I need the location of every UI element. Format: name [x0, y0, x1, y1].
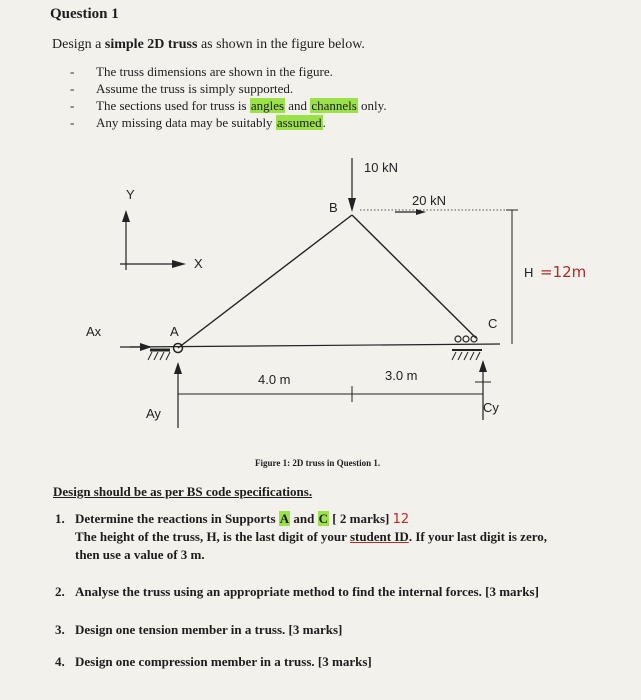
- question-number: 4.: [55, 654, 65, 669]
- bullet-dash: -: [70, 98, 75, 113]
- underlined-student-id: student ID: [349, 529, 409, 544]
- question-4: [55, 654, 372, 670]
- member-ac: [130, 344, 500, 347]
- highlight-channels: channels: [311, 98, 357, 113]
- bullet-1: [70, 64, 333, 80]
- question-text: Analyse the truss using an appropriate method to find the internal forces. [3 marks]: [75, 584, 539, 599]
- ay-label: Ay: [146, 406, 161, 421]
- member-ab: [178, 215, 352, 348]
- handwritten-annotation: 12: [392, 512, 410, 527]
- highlight-c: C: [318, 511, 329, 526]
- load-10kn-label: 10 kN: [364, 160, 398, 175]
- question-text: Design one tension member in a truss. [3 marks]: [75, 622, 343, 637]
- question-title: Question 1: [50, 6, 119, 22]
- height-label: H: [524, 265, 534, 280]
- bullet-text: and: [285, 98, 311, 113]
- cy-label: Cy: [483, 400, 499, 415]
- question-text: Design one compression member in a truss. [3 marks]: [75, 654, 372, 669]
- bullet-text: only.: [357, 98, 387, 113]
- node-b-label: B: [329, 200, 338, 215]
- truss-figure: [0, 150, 641, 450]
- question-text: and: [290, 511, 318, 526]
- question-number: 2.: [55, 584, 65, 599]
- bullet-dash: -: [70, 64, 75, 79]
- bullet-text: .: [322, 115, 326, 130]
- intro-line: [52, 37, 365, 53]
- load-10kn-arrowhead: [348, 198, 356, 212]
- question-1-line-2: [75, 529, 547, 545]
- question-1-line-3: then use a value of 3 m.: [75, 547, 205, 562]
- question-text: Determine the reactions in Supports: [75, 511, 279, 526]
- design-note: Design should be as per BS code specifications.: [53, 484, 313, 499]
- axis-x-label: X: [194, 256, 203, 271]
- highlight-angles: angles: [250, 98, 285, 113]
- question-text: The height of the truss, H, is the last digit of your: [75, 529, 350, 544]
- question-3: [55, 622, 342, 638]
- node-c-label: C: [488, 316, 498, 331]
- member-bc: [352, 215, 476, 338]
- bullet-dash: -: [70, 81, 75, 96]
- question-text: . If your last digit is zero,: [408, 529, 547, 544]
- intro-bold: simple 2D truss: [104, 37, 198, 52]
- bullet-text: Any missing data may be suitably: [96, 115, 276, 130]
- ay-arrowhead: [174, 362, 182, 374]
- figure-caption: Figure 1: 2D truss in Question 1.: [255, 458, 381, 468]
- height-value-handwritten: =12m: [540, 263, 587, 281]
- question-1: [55, 511, 409, 527]
- ax-label: Ax: [86, 324, 102, 339]
- intro-post: as shown in the figure below.: [197, 37, 365, 52]
- bullet-dash: -: [70, 115, 75, 130]
- dim-left-label: 4.0 m: [258, 372, 291, 387]
- highlight-a: A: [279, 511, 290, 526]
- bullet-text: The sections used for truss is: [96, 98, 250, 113]
- axis-y-label: Y: [126, 187, 135, 202]
- roller-2-icon: [463, 336, 469, 342]
- node-a-label: A: [170, 324, 179, 339]
- bullet-text: Assume the truss is simply supported.: [96, 81, 294, 96]
- bullet-text: The truss dimensions are shown in the figure.: [96, 64, 333, 79]
- bullet-3: [70, 98, 387, 114]
- support-c-hatch: [452, 352, 480, 360]
- support-a-hatch: [148, 352, 170, 360]
- x-axis-arrowhead: [172, 260, 186, 268]
- highlight-assumed: assumed: [276, 115, 322, 130]
- dim-right-label: 3.0 m: [385, 368, 418, 383]
- bullet-2: [70, 81, 293, 97]
- question-number: 1.: [55, 511, 65, 526]
- roller-1-icon: [455, 336, 461, 342]
- question-2: [55, 584, 539, 600]
- intro-pre: Design a: [52, 37, 105, 52]
- bullet-4: [70, 115, 326, 131]
- y-axis-arrowhead: [122, 210, 130, 222]
- cy-arrowhead: [479, 360, 487, 372]
- question-number: 3.: [55, 622, 65, 637]
- question-marks: [ 2 marks]: [329, 511, 390, 526]
- load-20kn-label: 20 kN: [412, 193, 446, 208]
